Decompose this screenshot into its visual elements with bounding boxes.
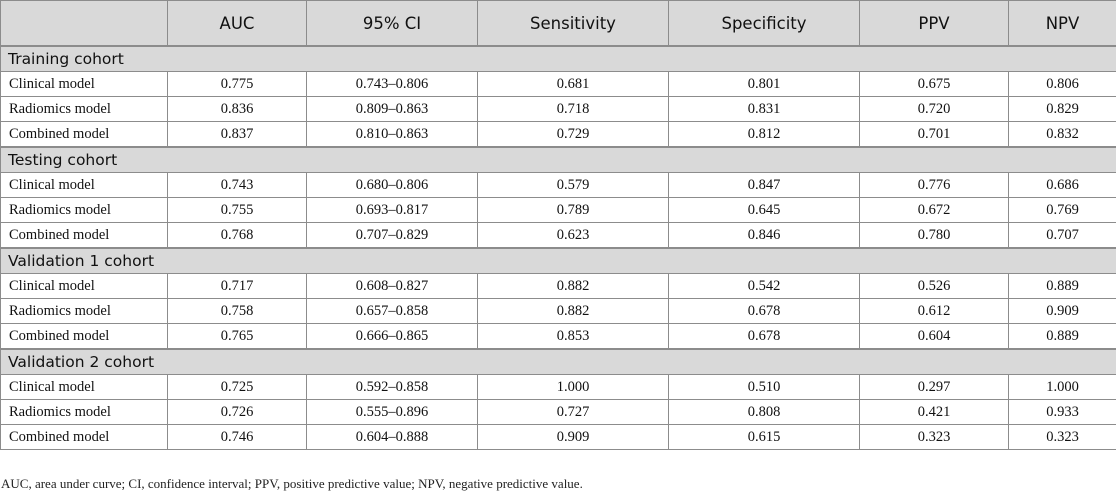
ci-cell: 0.810–0.863	[307, 122, 478, 148]
row-label: Clinical model	[1, 72, 168, 97]
ppv-cell: 0.776	[860, 173, 1009, 198]
ci-cell: 0.608–0.827	[307, 274, 478, 299]
sensitivity-cell: 0.718	[478, 97, 669, 122]
auc-cell: 0.726	[168, 400, 307, 425]
table-body	[1, 46, 1116, 450]
row-label: Radiomics model	[1, 97, 168, 122]
ppv-cell: 0.297	[860, 375, 1009, 400]
header-row	[1, 1, 1116, 47]
ppv-cell: 0.675	[860, 72, 1009, 97]
auc-cell: 0.758	[168, 299, 307, 324]
section-title: Training cohort	[1, 46, 1116, 72]
specificity-cell: 0.542	[669, 274, 860, 299]
npv-cell: 0.686	[1009, 173, 1116, 198]
npv-cell: 0.889	[1009, 324, 1116, 350]
header-cell-ci: 95% CI	[307, 1, 478, 47]
specificity-cell: 0.812	[669, 122, 860, 148]
table-row	[1, 400, 1116, 425]
specificity-cell: 0.846	[669, 223, 860, 249]
sensitivity-cell: 0.909	[478, 425, 669, 450]
npv-cell: 0.909	[1009, 299, 1116, 324]
auc-cell: 0.775	[168, 72, 307, 97]
auc-cell: 0.768	[168, 223, 307, 249]
npv-cell: 0.769	[1009, 198, 1116, 223]
table-row	[1, 223, 1116, 249]
npv-cell: 0.323	[1009, 425, 1116, 450]
specificity-cell: 0.678	[669, 324, 860, 350]
auc-cell: 0.717	[168, 274, 307, 299]
row-label: Radiomics model	[1, 400, 168, 425]
table-row	[1, 72, 1116, 97]
specificity-cell: 0.510	[669, 375, 860, 400]
ppv-cell: 0.780	[860, 223, 1009, 249]
row-label: Combined model	[1, 324, 168, 350]
auc-cell: 0.837	[168, 122, 307, 148]
npv-cell: 1.000	[1009, 375, 1116, 400]
table-row	[1, 173, 1116, 198]
specificity-cell: 0.678	[669, 299, 860, 324]
specificity-cell: 0.645	[669, 198, 860, 223]
section-header-row	[1, 46, 1116, 72]
table-row	[1, 274, 1116, 299]
auc-cell: 0.836	[168, 97, 307, 122]
header-cell-specificity: Specificity	[669, 1, 860, 47]
sensitivity-cell: 0.882	[478, 299, 669, 324]
auc-cell: 0.765	[168, 324, 307, 350]
specificity-cell: 0.615	[669, 425, 860, 450]
table-row	[1, 375, 1116, 400]
specificity-cell: 0.808	[669, 400, 860, 425]
header-cell-empty	[1, 1, 168, 47]
section-title: Validation 2 cohort	[1, 349, 1116, 375]
sensitivity-cell: 0.623	[478, 223, 669, 249]
ci-cell: 0.809–0.863	[307, 97, 478, 122]
auc-cell: 0.746	[168, 425, 307, 450]
sensitivity-cell: 1.000	[478, 375, 669, 400]
row-label: Radiomics model	[1, 198, 168, 223]
ppv-cell: 0.701	[860, 122, 1009, 148]
header-cell-auc: AUC	[168, 1, 307, 47]
ppv-cell: 0.720	[860, 97, 1009, 122]
row-label: Clinical model	[1, 375, 168, 400]
sensitivity-cell: 0.853	[478, 324, 669, 350]
npv-cell: 0.933	[1009, 400, 1116, 425]
row-label: Radiomics model	[1, 299, 168, 324]
specificity-cell: 0.831	[669, 97, 860, 122]
ci-cell: 0.680–0.806	[307, 173, 478, 198]
section-header-row	[1, 349, 1116, 375]
header-cell-npv: NPV	[1009, 1, 1116, 47]
ppv-cell: 0.421	[860, 400, 1009, 425]
row-label: Combined model	[1, 122, 168, 148]
section-title: Validation 1 cohort	[1, 248, 1116, 274]
sensitivity-cell: 0.727	[478, 400, 669, 425]
ci-cell: 0.666–0.865	[307, 324, 478, 350]
ci-cell: 0.693–0.817	[307, 198, 478, 223]
sensitivity-cell: 0.579	[478, 173, 669, 198]
table-header	[1, 1, 1116, 47]
ci-cell: 0.657–0.858	[307, 299, 478, 324]
section-header-row	[1, 248, 1116, 274]
header-cell-sensitivity: Sensitivity	[478, 1, 669, 47]
npv-cell: 0.829	[1009, 97, 1116, 122]
row-label: Clinical model	[1, 274, 168, 299]
npv-cell: 0.707	[1009, 223, 1116, 249]
table-row	[1, 299, 1116, 324]
row-label: Combined model	[1, 223, 168, 249]
sensitivity-cell: 0.729	[478, 122, 669, 148]
table-row	[1, 122, 1116, 148]
header-cell-ppv: PPV	[860, 1, 1009, 47]
ppv-cell: 0.526	[860, 274, 1009, 299]
table-footnote: AUC, area under curve; CI, confidence interval; PPV, positive predictive value; NPV, negative predictive value.	[1, 476, 583, 491]
sensitivity-cell: 0.681	[478, 72, 669, 97]
ci-cell: 0.707–0.829	[307, 223, 478, 249]
section-title: Testing cohort	[1, 147, 1116, 173]
specificity-cell: 0.801	[669, 72, 860, 97]
sensitivity-cell: 0.789	[478, 198, 669, 223]
ppv-cell: 0.612	[860, 299, 1009, 324]
ppv-cell: 0.672	[860, 198, 1009, 223]
auc-cell: 0.725	[168, 375, 307, 400]
auc-cell: 0.755	[168, 198, 307, 223]
npv-cell: 0.889	[1009, 274, 1116, 299]
npv-cell: 0.806	[1009, 72, 1116, 97]
ci-cell: 0.555–0.896	[307, 400, 478, 425]
row-label: Clinical model	[1, 173, 168, 198]
ci-cell: 0.743–0.806	[307, 72, 478, 97]
table-row	[1, 425, 1116, 450]
table-row	[1, 324, 1116, 350]
ppv-cell: 0.604	[860, 324, 1009, 350]
table-row	[1, 198, 1116, 223]
auc-cell: 0.743	[168, 173, 307, 198]
section-header-row	[1, 147, 1116, 173]
table-row	[1, 97, 1116, 122]
specificity-cell: 0.847	[669, 173, 860, 198]
sensitivity-cell: 0.882	[478, 274, 669, 299]
ppv-cell: 0.323	[860, 425, 1009, 450]
npv-cell: 0.832	[1009, 122, 1116, 148]
row-label: Combined model	[1, 425, 168, 450]
ci-cell: 0.592–0.858	[307, 375, 478, 400]
ci-cell: 0.604–0.888	[307, 425, 478, 450]
